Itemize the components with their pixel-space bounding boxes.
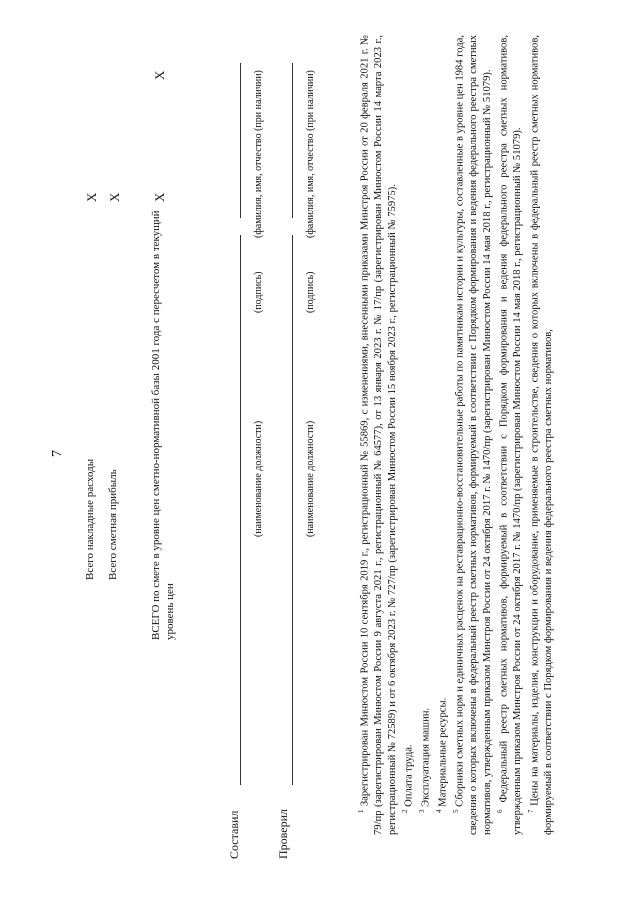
compiled-name-hint: (фамилия, имя, отчество (при наличии) [253,70,264,238]
compiled-signature-hint: (подпись) [253,271,264,313]
compiled-name-line [240,63,241,218]
compiled-signature-line [240,235,241,785]
page-number: 7 [50,450,65,457]
compiled-label: Составил [227,810,241,859]
overhead-total-label: Всего накладные расходы [84,458,96,580]
footnote-5: $^5$ Сборники сметных норм и единичных расценок на реставрационно-восстановительные работы по памятникам истории и культуры, составленные в уровне цен 1984 года, сведения о которых включены в федеральный реестр сметных нормативов, формируемый в соответствии с Порядком формирования и ведения федерального реестра сметных нормативов, утвержденным приказом Минстроя России от 24 октября 2017 г. № 1470/пр (зарегистрирован Минюстом России 14 мая 2018 г., регистрационный № 51079). [452,35,493,835]
checked-label: Проверил [276,809,290,859]
footnote-6: $^6$ Федеральный реестр сметных нормативов, формируемый в соответствии с Порядком формирования и ведения федерального реестра сметных нормативов, утвержденным приказом Минстроя России от 24 октября 2017 г. № 1470/пр (зарегистрирован Минюстом России 14 мая 2018 г., регистрационный № 51079). [496,34,524,835]
footnote-4: $^4$ Материальные ресурсы. [435,697,449,813]
footnote-2: $^2$ Оплата труда. [401,744,415,813]
checked-signature-hint: (подпись) [305,271,316,313]
footnotes [355,35,555,835]
checked-name-line [292,63,293,218]
grand-total-mark-1: X [152,192,167,202]
checked-signature-line [292,235,293,785]
footnote-7: $^7$ Цены на материалы, изделия, конструкции и оборудование, применяемые в строительстве, сведения о которых включены в федеральный реестр сметных нормативов, формируемый в соответствии с Порядком формирования и ведения федерального реестра сметных нормативов, [526,35,554,835]
profit-total-label: Всего сметная прибыль [107,469,119,580]
checked-name-hint: (фамилия, имя, отчество (при наличии) [305,70,316,238]
profit-total-mark: X [107,192,122,202]
footnote-1: $^1$ Зарегистрирован Минюстом России 10 сентября 2019 г., регистрационный № 55869, с изменениями, внесенными приказами Минстроя России от 20 февраля 2021 г. № 79/пр (зарегистрирован Минюстом России 9 августа 2021 г., регистрационный № 64577), от 13 января 2023 г. № 17/пр (зарегистрирован Минюстом России 14 марта 2023 г., регистрационный № 72589) и от 6 октября 2023 г. № 727/пр (зарегистрирован Минюстом России 15 ноября 2023 г., регистрационный № 75975). [357,35,398,835]
grand-total-label: ВСЕГО по смете в уровне цен сметно-нормативной базы 2001 года с пересчетом в текущий [150,210,162,640]
compiled-position-hint: (наименование должности) [253,420,264,537]
overhead-total-mark: X [84,192,99,202]
checked-position-hint: (наименование должности) [305,420,316,537]
footnote-3: $^3$ Эксплуатация машин. [418,707,432,813]
grand-total-mark-2: X [152,70,167,80]
grand-total-label-cont: уровень цен [164,583,176,640]
